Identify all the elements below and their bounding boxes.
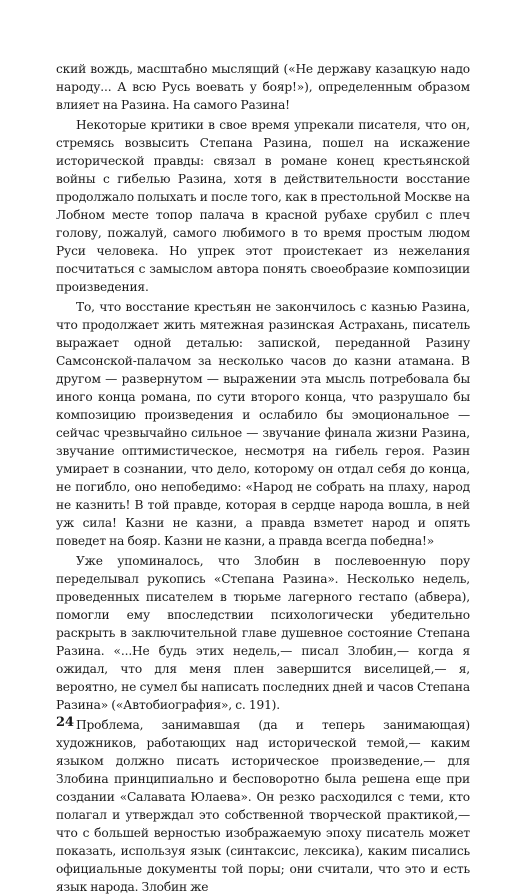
paragraph-4: Уже упоминалось, что Злобин в послевоенную пору переделывал рукопись «Степана Разина». Несколько недель, проведенных писателем в тюрьме лагерного гестапо (абвера), помогли ему впоследствии психологически убедительно раскрыть в заключительной главе душевное состояние Степана Разина. «...Не будь этих недель,— писал Злобин,— когда я ожидал, что для меня плен завершится виселицей,— я, вероятно, не сумел бы написать последних дней и часов Степана Разина» («Автобиография», с. 191). xyxy=(56,554,470,712)
paragraph-5: Проблема, занимавшая (да и теперь занимающая) художников, работающих над исторической темой,— каким языком должно писать историческое произведение,— для Злобина принципиально и бесповоротно была решена еще при создании «Салавата Юлаева». Он резко расходился с теми, кто полагал и утверждал это собственной творческой практикой,— что с большей верностью изображаемую эпоху писатель может показать, используя язык (синтаксис, лексика), каким писались официальные документы той поры; они считали, что это и есть язык народа. Злобин же xyxy=(56,718,470,894)
page-body xyxy=(56,60,470,896)
paragraph-2: Некоторые критики в свое время упрекали писателя, что он, стремясь возвысить Степана Разина, пошел на искажение исторической правды: связал в романе конец крестьянской войны с гибелью Разина, хотя в действительности восстание продолжало полыхать и после того, как в престольной Москве на Лобном месте топор палача в красной рубахе срубил с плеч голову, пожалуй, самого любимого в то время простым людом Руси человека. Но упрек этот проистекает из нежелания посчитаться с замыслом автора понять своеобразие композиции произведения. xyxy=(56,118,470,294)
paragraph-3: То, что восстание крестьян не закончилось с казнью Разина, что продолжает жить мятежная разинская Астрахань, писатель выражает одной деталью: запиской, переданной Разину Самсонской-палачом за несколько часов до казни атамана. В другом — развернутом — выражении эта мысль потребовала бы иного конца романа, по сути второго конца, что разрушало бы композицию произведения и ослабило бы эмоциональное — сейчас чрезвычайно сильное — звучание финала жизни Разина, звучание оптимистическое, несмотря на гибель героя. Разин умирает в сознании, что дело, которому он отдал себя до конца, не погибло, оно непобедимо: «Народ не собрать на плаху, народ не казнить! В той правде, которая в сердце народа вошла, в ней уж сила! Казни не казни, а правда взметет народ и опять поведет на бояр. Казни не казни, а правда всегда победна!» xyxy=(56,300,470,548)
page-number: 24 xyxy=(56,715,75,730)
paragraph-1: ский вождь, масштабно мыслящий («Не державу казацкую надо народу... А всю Русь воевать у бояр!»), определенным образом влияет на Разина. На самого Разина! xyxy=(56,62,470,112)
